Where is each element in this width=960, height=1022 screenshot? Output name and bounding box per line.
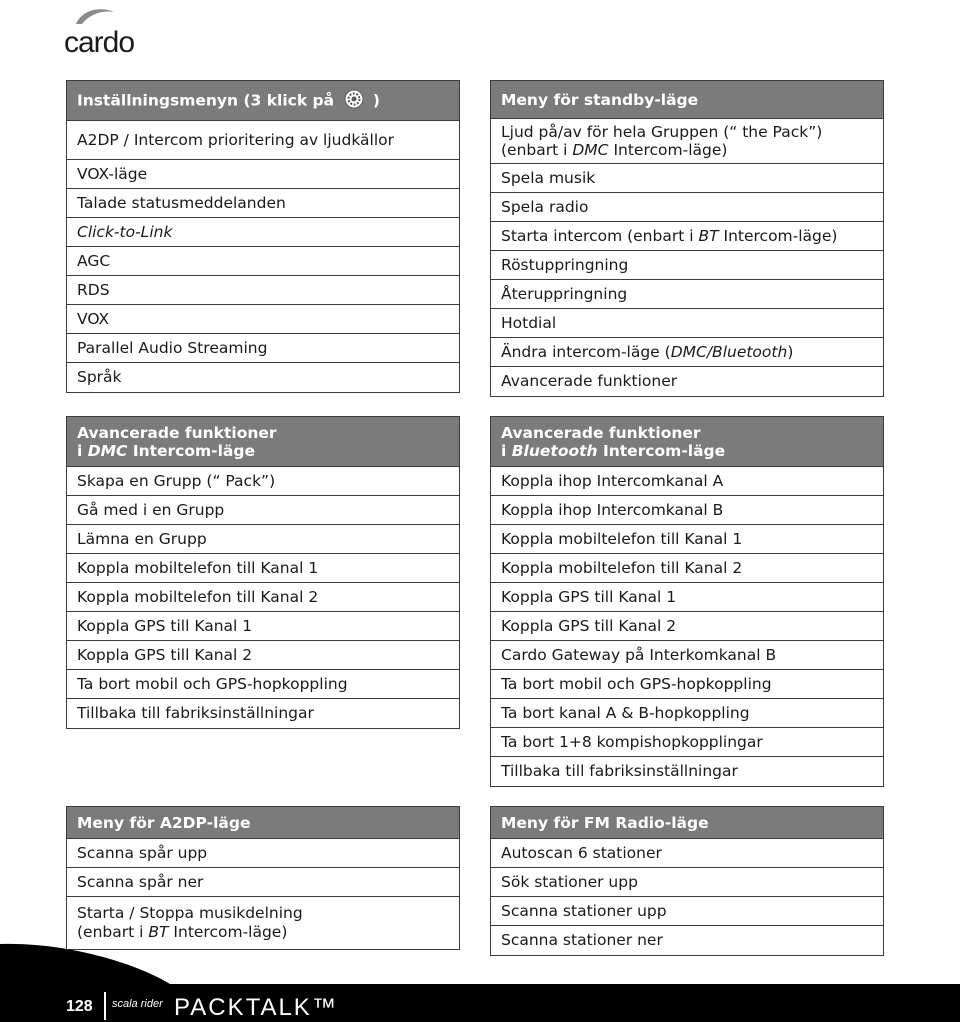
a2dp-row-line1: Starta / Stoppa musikdelning: [77, 904, 303, 922]
list-item: Ta bort mobil och GPS-hopkoppling: [67, 670, 459, 699]
bluetooth-advanced-table: [490, 416, 884, 787]
list-item: Röstuppringning: [491, 251, 883, 280]
dmc-advanced-table: [66, 416, 460, 729]
list-item: Click-to-Link: [67, 218, 459, 247]
list-item: A2DP / Intercom prioritering av ljudkällor: [67, 121, 459, 160]
list-item: Ta bort mobil och GPS-hopkoppling: [491, 670, 883, 699]
fm-radio-menu-table: [490, 806, 884, 956]
list-item: Hotdial: [491, 309, 883, 338]
list-item: Tillbaka till fabriksinställningar: [77, 704, 314, 722]
list-item: Koppla mobiltelefon till Kanal 2: [67, 583, 459, 612]
bluetooth-advanced-title-line2: i Bluetooth Intercom-läge: [501, 441, 726, 460]
list-item: Spela musik: [491, 164, 883, 193]
list-item: Lämna en Grupp: [67, 525, 459, 554]
list-item: Koppla ihop Intercomkanal B: [491, 496, 883, 525]
list-item: Avancerade funktioner: [501, 372, 678, 390]
list-item: Scanna stationer ner: [501, 931, 663, 949]
list-item: Starta intercom (enbart i BT Intercom-läge): [491, 222, 883, 251]
list-item: VOX-läge: [67, 160, 459, 189]
list-item: [491, 119, 883, 164]
footer-product-name: PACKTALK™: [174, 994, 338, 1021]
list-item: Koppla GPS till Kanal 1: [67, 612, 459, 641]
settings-menu-title: Inställningsmenyn (3 klick på: [77, 91, 335, 109]
settings-menu-header: [67, 81, 459, 121]
list-item: Ändra intercom-läge (DMC/Bluetooth): [491, 338, 883, 367]
bluetooth-advanced-title-line1: Avancerade funktioner: [501, 423, 701, 442]
list-item: Scanna stationer upp: [491, 897, 883, 926]
list-item: Koppla GPS till Kanal 2: [67, 641, 459, 670]
list-item: Återuppringning: [491, 280, 883, 309]
list-item: Tillbaka till fabriksinställningar: [501, 762, 738, 780]
list-item: Sök stationer upp: [491, 868, 883, 897]
cardo-logo: [64, 6, 144, 59]
list-item: Koppla mobiltelefon till Kanal 1: [67, 554, 459, 583]
list-item: Gå med i en Grupp: [67, 496, 459, 525]
list-item: VOX: [67, 305, 459, 334]
gear-icon: [344, 89, 364, 113]
cardo-swoosh-icon: [72, 6, 116, 28]
list-item: Parallel Audio Streaming: [67, 334, 459, 363]
list-item: Talade statusmeddelanden: [67, 189, 459, 218]
dmc-advanced-title-line2: i DMC Intercom-läge: [77, 441, 255, 460]
footer-divider: [104, 992, 106, 1020]
list-item: Koppla GPS till Kanal 1: [491, 583, 883, 612]
list-item: Cardo Gateway på Interkomkanal B: [491, 641, 883, 670]
a2dp-menu-table: [66, 806, 460, 950]
list-item: Ta bort kanal A & B-hopkoppling: [491, 699, 883, 728]
logo-text: cardo: [64, 26, 135, 59]
list-item: Koppla mobiltelefon till Kanal 1: [491, 525, 883, 554]
list-item: Koppla GPS till Kanal 2: [491, 612, 883, 641]
list-item: Språk: [77, 368, 122, 386]
settings-menu-table: [66, 80, 460, 393]
list-item: Koppla mobiltelefon till Kanal 2: [491, 554, 883, 583]
a2dp-menu-header: [67, 807, 459, 839]
list-item: AGC: [67, 247, 459, 276]
a2dp-menu-title: Meny för A2DP-läge: [77, 813, 251, 832]
list-item: Spela radio: [491, 193, 883, 222]
standby-row-line2: (enbart i DMC Intercom-läge): [501, 141, 728, 159]
standby-menu-title: Meny för standby-läge: [501, 90, 699, 109]
list-item: Autoscan 6 stationer: [491, 839, 883, 868]
fm-radio-menu-title: Meny för FM Radio-läge: [501, 813, 709, 832]
list-item: Scanna spår upp: [67, 839, 459, 868]
footer-brand: scala rider: [112, 998, 163, 1010]
list-item: Skapa en Grupp (“ Pack”): [67, 467, 459, 496]
settings-menu-title-close: ): [372, 91, 381, 109]
fm-radio-menu-header: [491, 807, 883, 839]
bluetooth-advanced-header: [491, 417, 883, 467]
list-item: Koppla ihop Intercomkanal A: [491, 467, 883, 496]
list-item: Ta bort 1+8 kompishopkopplingar: [491, 728, 883, 757]
list-item: RDS: [67, 276, 459, 305]
dmc-advanced-header: [67, 417, 459, 467]
page-number: 128: [66, 998, 93, 1015]
standby-menu-header: [491, 81, 883, 119]
list-item: Scanna spår ner: [67, 868, 459, 897]
dmc-advanced-title-line1: Avancerade funktioner: [77, 423, 277, 442]
standby-menu-table: [490, 80, 884, 397]
a2dp-row-line2: (enbart i BT Intercom-läge): [77, 923, 288, 941]
standby-row-line1: Ljud på/av för hela Gruppen (“ the Pack”): [501, 123, 823, 141]
